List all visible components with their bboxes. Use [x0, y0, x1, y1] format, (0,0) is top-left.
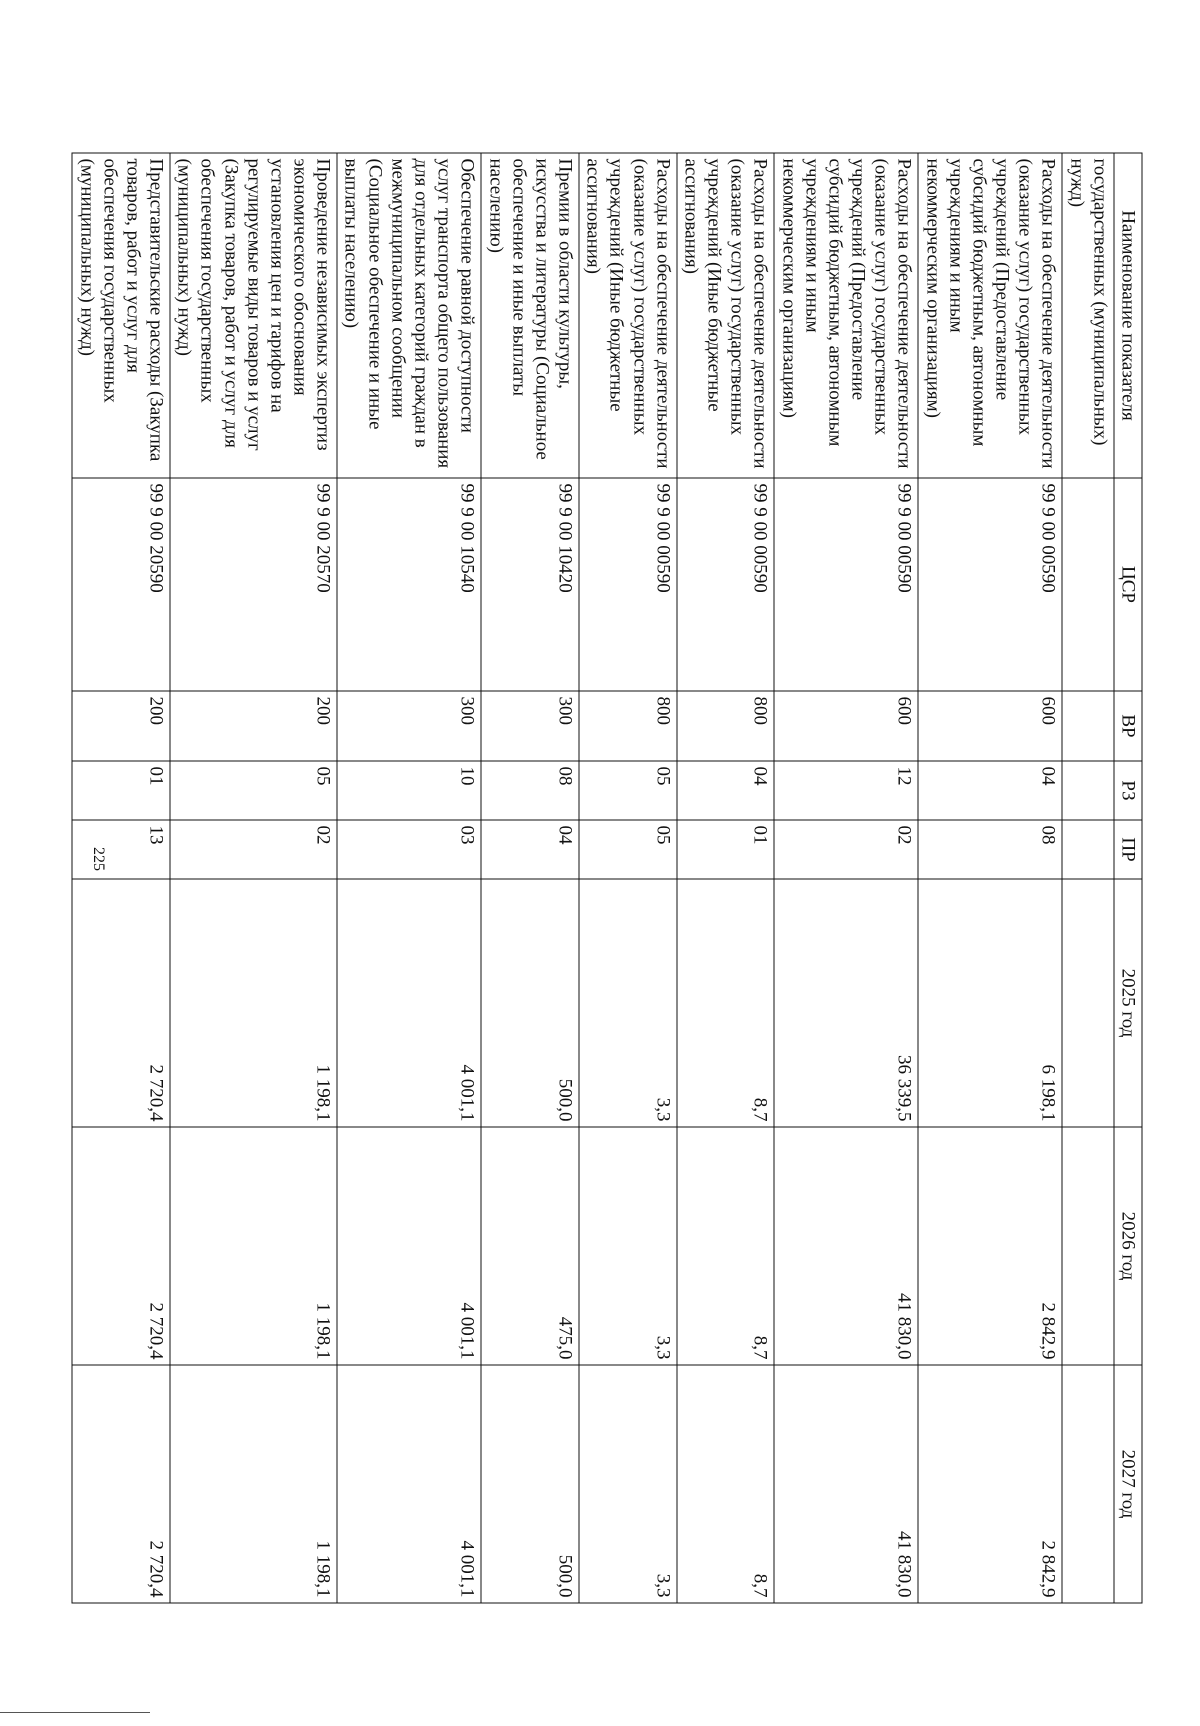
page-number: 225: [90, 847, 107, 871]
cell-2026: 1 198,1: [170, 1127, 337, 1365]
table-row: [72, 153, 170, 1603]
cell-vr: 800: [677, 691, 775, 761]
cell-rz: 12: [774, 761, 918, 820]
cell-2027: 3,3: [579, 1365, 677, 1603]
cell-csr: 99 9 00 00590: [579, 478, 677, 691]
cell-2025: 1 198,1: [170, 879, 337, 1127]
cell-csr: 99 9 00 10420: [481, 478, 579, 691]
cell-name: Расходы на обеспечение деятельности (оказание услуг) государственных учреждений (Иные бюджетные ассигнования): [579, 153, 677, 478]
table-row: [677, 153, 775, 1603]
header-2025: 2025 год: [1114, 879, 1142, 1127]
cell-vr: 200: [72, 691, 170, 761]
cell-2026: 3,3: [579, 1127, 677, 1365]
cell-pr: 05: [579, 820, 677, 879]
cell-2025: 500,0: [481, 879, 579, 1127]
cell-2026: 2 842,9: [918, 1127, 1062, 1365]
header-pr: ПР: [1114, 820, 1142, 879]
cell-csr: 99 9 00 10540: [337, 478, 481, 691]
cell-vr: 300: [481, 691, 579, 761]
cell-2027: 4 001,1: [337, 1365, 481, 1603]
cell-vr: 600: [918, 691, 1062, 761]
cell-vr: 600: [774, 691, 918, 761]
cell-pr: 04: [481, 820, 579, 879]
cell-2027: 2 842,9: [918, 1365, 1062, 1603]
cell-rz: 05: [170, 761, 337, 820]
cell-name: Расходы на обеспечение деятельности (оказание услуг) государственных учреждений (Иные бюджетные ассигнования): [677, 153, 775, 478]
cell-2025: 3,3: [579, 879, 677, 1127]
cell-vr: 300: [337, 691, 481, 761]
cell-rz: 01: [72, 761, 170, 820]
cell-2025: 2 720,4: [72, 879, 170, 1127]
cell-csr: 99 9 00 00590: [918, 478, 1062, 691]
header-name: Наименование показателя: [1114, 153, 1142, 478]
table-row: [918, 153, 1062, 1603]
cell-name: Проведение независимых экспертиз экономического обоснования установления цен и тарифов на регулируемые виды товаров и услуг (Закупка товаров, работ и услуг для обеспечения государственных (муниципальных) нужд): [170, 153, 337, 478]
header-row: [1114, 153, 1142, 1603]
cell-pr: 13: [72, 820, 170, 879]
cell-pr: 02: [170, 820, 337, 879]
cell-2026: 475,0: [481, 1127, 579, 1365]
cell-vr: 800: [579, 691, 677, 761]
table-row: [337, 153, 481, 1603]
header-csr: ЦСР: [1114, 478, 1142, 691]
cell-csr: 99 9 00 00590: [774, 478, 918, 691]
cell-2025: 36 339,5: [774, 879, 918, 1127]
carry-over-text: государственных (муниципальных) нужд): [1062, 153, 1113, 478]
table-row: [170, 153, 337, 1603]
header-rz: РЗ: [1114, 761, 1142, 820]
cell-csr: 99 9 00 20570: [170, 478, 337, 691]
header-2027: 2027 год: [1114, 1365, 1142, 1603]
header-2026: 2026 год: [1114, 1127, 1142, 1365]
cell-csr: 99 9 00 20590: [72, 478, 170, 691]
cell-rz: 04: [677, 761, 775, 820]
cell-rz: 08: [481, 761, 579, 820]
cell-name: Премии в области культуры, искусства и литературы (Социальное обеспечение и иные выплаты населению): [481, 153, 579, 478]
cell-csr: 99 9 00 00590: [677, 478, 775, 691]
cell-2025: 4 001,1: [337, 879, 481, 1127]
cell-2026: 4 001,1: [337, 1127, 481, 1365]
cell-pr: 02: [774, 820, 918, 879]
table-row: [579, 153, 677, 1603]
cell-2027: 41 830,0: [774, 1365, 918, 1603]
cell-name: Обеспечение равной доступности услуг транспорта общего пользования для отдельных категорий граждан в межмуниципальном сообщении (Социальное обеспечение и иные выплаты населению): [337, 153, 481, 478]
cell-rz: 05: [579, 761, 677, 820]
cell-pr: 03: [337, 820, 481, 879]
header-vr: ВР: [1114, 691, 1142, 761]
cell-vr: 200: [170, 691, 337, 761]
cell-2026: 41 830,0: [774, 1127, 918, 1365]
cell-name: Расходы на обеспечение деятельности (оказание услуг) государственных учреждений (Предоставление субсидий бюджетным, автономным учреждениям и иным некоммерческим организациям): [774, 153, 918, 478]
cell-name: Расходы на обеспечение деятельности (оказание услуг) государственных учреждений (Предоставление субсидий бюджетным, автономным учреждениям и иным некоммерческим организациям): [918, 153, 1062, 478]
cell-2027: 1 198,1: [170, 1365, 337, 1603]
cell-pr: 08: [918, 820, 1062, 879]
table-row: [481, 153, 579, 1603]
cell-name: Представительские расходы (Закупка товаров, работ и услуг для обеспечения государственных (муниципальных) нужд): [72, 153, 170, 478]
cell-2025: 8,7: [677, 879, 775, 1127]
scan-edge-line: [0, 1712, 150, 1713]
cell-pr: 01: [677, 820, 775, 879]
cell-rz: 04: [918, 761, 1062, 820]
cell-2025: 6 198,1: [918, 879, 1062, 1127]
table-row: [774, 153, 918, 1603]
cell-2027: 500,0: [481, 1365, 579, 1603]
cell-2026: 2 720,4: [72, 1127, 170, 1365]
cell-rz: 10: [337, 761, 481, 820]
cell-2027: 2 720,4: [72, 1365, 170, 1603]
cell-2027: 8,7: [677, 1365, 775, 1603]
budget-table: [72, 153, 1143, 1604]
cell-2026: 8,7: [677, 1127, 775, 1365]
table-row-carry-over: [1062, 153, 1113, 1603]
